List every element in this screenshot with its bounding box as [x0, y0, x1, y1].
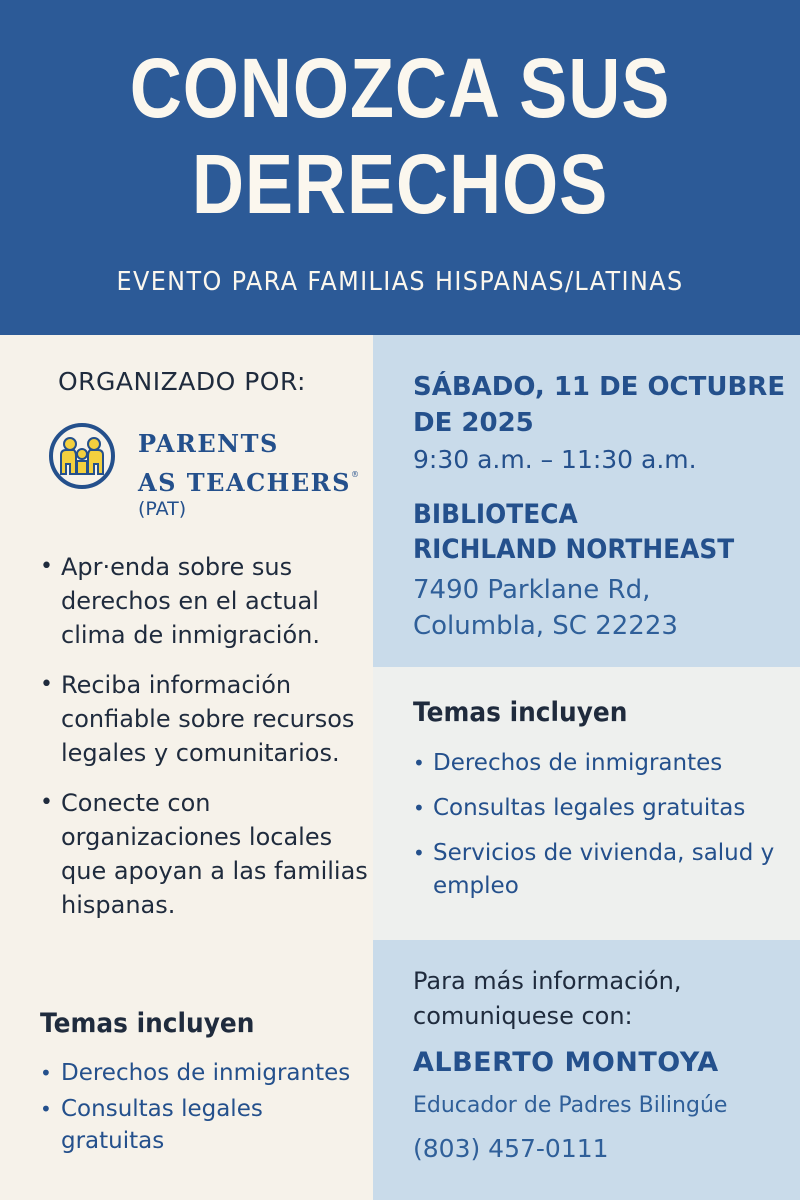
contact-role: Educador de Padres Bilingúe	[413, 1093, 728, 1118]
benefit-text: Conecte con organizaciones locales que apoyan a las familias hispanas.	[61, 789, 368, 919]
contact-intro	[413, 964, 681, 1034]
registered-mark: ®	[350, 470, 359, 479]
topics-heading-left: Temas incluyen	[40, 1008, 255, 1039]
event-venue	[413, 497, 734, 567]
benefits-list	[38, 550, 368, 938]
title-line-2: DERECHOS	[191, 137, 609, 231]
topic-text: Consultas legales gratuitas	[433, 795, 746, 821]
page-subtitle: EVENTO PARA FAMILIAS HISPANAS/LATINAS	[116, 267, 684, 297]
left-column	[0, 335, 373, 1200]
bullet-icon: •	[413, 796, 425, 820]
list-item	[40, 1093, 370, 1157]
venue-line-2: RICHLAND NORTHEAST	[413, 534, 735, 565]
bullet-icon: •	[413, 751, 425, 775]
list-item	[38, 668, 368, 770]
contact-name: ALBERTO MONTOYA	[413, 1047, 719, 1078]
event-details-panel	[373, 335, 800, 667]
topics-list-left	[40, 1057, 370, 1161]
contact-intro-line-1: Para más información,	[413, 967, 682, 995]
event-time: 9:30 a.m. – 11:30 a.m.	[413, 445, 697, 474]
list-item	[413, 792, 798, 825]
header-banner	[0, 0, 800, 335]
organizer-name	[138, 428, 359, 498]
organizer-name-line-1: PARENTS	[138, 429, 279, 458]
topics-panel	[373, 667, 800, 940]
topic-text: Consultas legales gratuitas	[61, 1096, 263, 1154]
title-line-1: CONOZCA SUS	[129, 41, 671, 135]
contact-panel	[373, 940, 800, 1200]
contact-intro-line-2: comuniquese con:	[413, 1002, 633, 1030]
event-date: SÁBADO, 11 DE OCTUBRE DE 2025	[413, 372, 786, 438]
list-item	[38, 786, 368, 922]
bullet-icon: •	[40, 1061, 52, 1085]
benefit-text: Apr·enda sobre sus derechos en el actual clima de inmigración.	[61, 553, 320, 649]
topic-text: Servicios de vivienda, salud y empleo	[433, 840, 775, 899]
bullet-icon: •	[40, 554, 53, 579]
bullet-icon: •	[40, 672, 53, 697]
list-item	[413, 747, 798, 780]
topics-heading-right: Temas incluyen	[413, 697, 628, 728]
topic-text: Derechos de inmigrantes	[61, 1060, 351, 1086]
organizer-abbreviation: (PAT)	[138, 498, 187, 520]
page-title	[56, 40, 744, 232]
list-item	[38, 550, 368, 652]
parents-as-teachers-logo-icon	[48, 422, 116, 490]
benefit-text: Reciba información confiable sobre recursos legales y comunitarios.	[61, 671, 355, 767]
topic-text: Derechos de inmigrantes	[433, 750, 723, 776]
organized-by-label: ORGANIZADO POR:	[58, 367, 306, 396]
venue-line-1: BIBLIOTECA	[413, 499, 578, 530]
list-item	[413, 837, 798, 903]
address-line-2: Columbla, SC 22223	[413, 611, 678, 641]
address-line-1: 7490 Parklane Rd,	[413, 575, 651, 605]
bullet-icon: •	[413, 841, 425, 865]
event-address	[413, 572, 678, 644]
organizer-name-line-2: AS TEACHERS	[138, 468, 351, 497]
list-item	[40, 1057, 370, 1089]
bullet-icon: •	[40, 1097, 52, 1121]
topics-list-right	[413, 747, 798, 915]
bullet-icon: •	[40, 790, 53, 815]
contact-phone: (803) 457-0111	[413, 1134, 609, 1163]
